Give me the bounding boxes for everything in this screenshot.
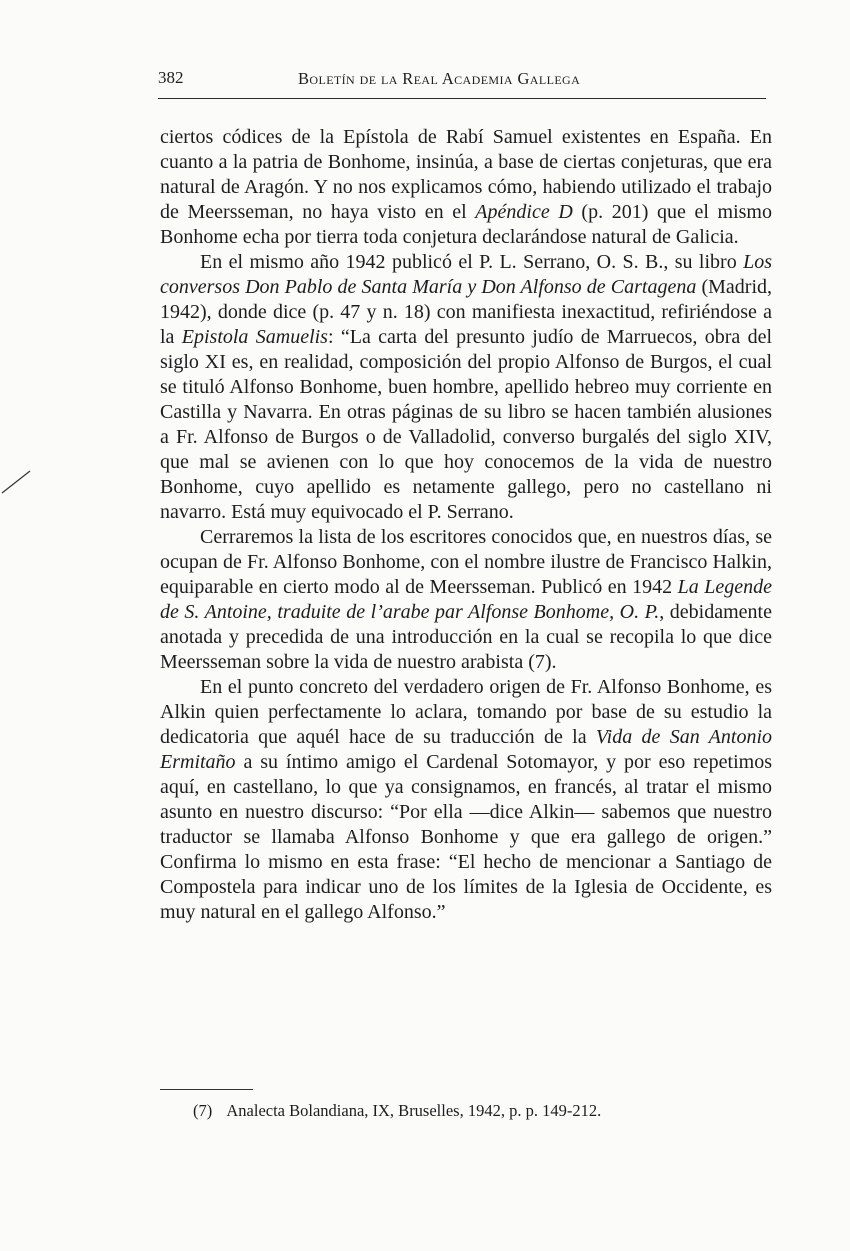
text-run: (Madrid, 1942), donde dice (p. 47 y n. 18) con manifiesta inexactitud, refiriéndose a la xyxy=(160,276,773,348)
footnote xyxy=(193,1100,753,1122)
paragraph xyxy=(160,250,772,525)
italic-title: La Legende de S. Antoine, traduite de l’arabe par Alfonse Bonhome, O. P. xyxy=(160,576,772,623)
running-header xyxy=(158,68,766,92)
running-title: Boletín de la Real Academia Gallega xyxy=(298,69,581,88)
header-rule xyxy=(158,98,766,99)
text-run: : “La carta del presunto judío de Marruecos, obra del siglo XI es, en realidad, composición del propio Alfonso de Burgos, el cual se tituló Alfonso Bonhome, buen hombre, apellido hebreo muy corriente en Castilla y Navarra. En otras páginas de su libro se hacen también alusiones a Fr. Alfonso de Burgos o de Valladolid, converso burgalés del siglo XIV, que mal se avienen con lo que hoy conocemos de la vida de nuestro Bonhome, cuyo apellido es netamente gallego, pero no castellano ni navarro. Está muy equivocado el P. Serrano. xyxy=(160,326,773,523)
italic-title: Epistola Samuelis xyxy=(181,326,328,348)
italic-title: Vida de San Antonio Ermitaño xyxy=(160,726,772,773)
text-run: En el punto concreto del verdadero origen de Fr. Alfonso Bonhome, es Alkin quien perfectamente lo aclara, tomando por base de su estudio la dedicatoria que aquél hace de su traducción de la xyxy=(160,676,772,748)
paragraph xyxy=(160,675,772,925)
body-text xyxy=(160,125,772,925)
text-run: En el mismo año 1942 publicó el P. L. Serrano, O. S. B., su libro xyxy=(200,251,744,273)
text-run: ciertos códices de la Epístola de Rabí Samuel existentes en España. En cuanto a la patria de Bonhome, insinúa, a base de ciertas conjeturas, que era natural de Aragón. Y no nos explicamos cómo, habiendo utilizado el trabajo de Meersseman, no haya visto en el xyxy=(160,126,772,223)
italic-title: Los conversos Don Pablo de Santa María y Don Alfonso de Cartagena xyxy=(160,251,772,298)
footnote-text: Analecta Bolandiana, IX, Bruselles, 1942, p. p. 149-212. xyxy=(226,1101,602,1120)
italic-title: Apéndice D xyxy=(475,201,573,223)
text-run: (p. 201) que el mismo Bonhome echa por tierra toda conjetura declarándose natural de Galicia. xyxy=(160,201,772,248)
text-run: a su íntimo amigo el Cardenal Sotomayor, y por eso repetimos aquí, en castellano, lo que ya consignamos, en francés, al tratar el mismo asunto en nuestro discurso: “Por ella —dice Alkin— sabemos que nuestro traductor se llamaba Alfonso Bonhome y que era gallego de origen.” Confirma lo mismo en esta frase: “El hecho de mencionar a Santiago de Compostela para indicar uno de los límites de la Iglesia de Occidente, es muy natural en el gallego Alfonso.” xyxy=(160,751,772,923)
paragraph xyxy=(160,125,772,250)
paragraph xyxy=(160,525,772,675)
page-number: 382 xyxy=(158,68,184,87)
text-run: , debidamente anotada y precedida de una introducción en la cual se recopila lo que dice Meersseman sobre la vida de nuestro arabista (7). xyxy=(160,601,772,673)
footnote-rule xyxy=(160,1089,253,1090)
text-run: Cerraremos la lista de los escritores conocidos que, en nuestros días, se ocupan de Fr. Alfonso Bonhome, con el nombre ilustre de Francisco Halkin, equiparable en cierto modo al de Meersseman. Publicó en 1942 xyxy=(160,526,772,598)
margin-scratch-mark xyxy=(0,466,40,496)
footnote-marker: (7) xyxy=(193,1101,213,1120)
